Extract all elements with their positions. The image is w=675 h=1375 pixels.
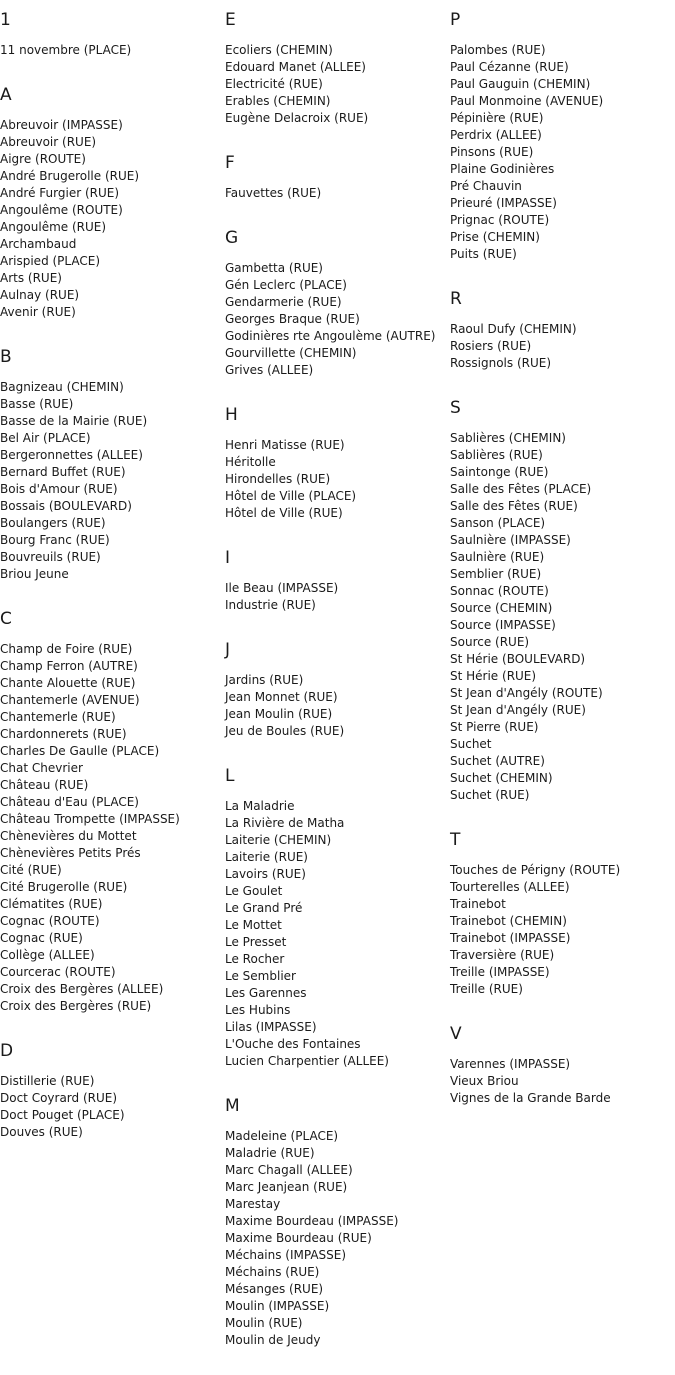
street-list [225, 437, 450, 522]
letter-section [225, 10, 450, 127]
street-item: St Hérie (RUE) [450, 669, 537, 683]
street-item: Touches de Périgny (ROUTE) [450, 863, 621, 877]
section-letter-heading: V [450, 1024, 462, 1044]
street-item: Doct Coyrard (RUE) [0, 1091, 118, 1105]
street-item: Marestay [225, 1197, 281, 1211]
street-item: Pépinière (RUE) [450, 111, 544, 125]
street-item: 11 novembre (PLACE) [0, 43, 132, 57]
street-item: Laiterie (CHEMIN) [225, 833, 332, 847]
street-item: Lucien Charpentier (ALLEE) [225, 1054, 389, 1068]
street-list [0, 379, 225, 583]
street-list [450, 42, 675, 263]
street-item: Vieux Briou [450, 1074, 519, 1088]
street-item: Méchains (IMPASSE) [225, 1248, 347, 1262]
street-item: Source (CHEMIN) [450, 601, 553, 615]
street-item: Grives (ALLEE) [225, 363, 314, 377]
street-item: Chantemerle (AVENUE) [0, 693, 140, 707]
street-item: Sablières (CHEMIN) [450, 431, 566, 445]
street-item: St Jean d'Angély (ROUTE) [450, 686, 603, 700]
street-item: Bernard Buffet (RUE) [0, 465, 126, 479]
street-list [450, 862, 675, 998]
street-item: Gourvillette (CHEMIN) [225, 346, 357, 360]
street-list [225, 42, 450, 127]
street-item: La Maladrie [225, 799, 295, 813]
street-item: Douves (RUE) [0, 1125, 83, 1139]
letter-section [225, 548, 450, 614]
street-item: Salle des Fêtes (PLACE) [450, 482, 592, 496]
street-item: Le Rocher [225, 952, 285, 966]
street-item: Moulin (RUE) [225, 1316, 303, 1330]
street-item: Saulnière (RUE) [450, 550, 545, 564]
street-item: Moulin de Jeudy [225, 1333, 321, 1347]
section-letter-heading: 1 [0, 10, 11, 30]
street-item: St Hérie (BOULEVARD) [450, 652, 586, 666]
section-letter-heading: B [0, 347, 12, 367]
street-item: Gén Leclerc (PLACE) [225, 278, 347, 292]
street-item: Angoulême (ROUTE) [0, 203, 123, 217]
street-item: Les Garennes [225, 986, 307, 1000]
street-item: Maladrie (RUE) [225, 1146, 315, 1160]
section-letter-heading: M [225, 1096, 240, 1116]
street-item: Trainebot [450, 897, 506, 911]
street-item: Héritolle [225, 455, 276, 469]
street-list [225, 672, 450, 740]
street-list [450, 430, 675, 804]
street-item: Jeu de Boules (RUE) [225, 724, 345, 738]
street-item: Pinsons (RUE) [450, 145, 534, 159]
street-item: Tourterelles (ALLEE) [450, 880, 570, 894]
street-list [450, 321, 675, 372]
street-item: Suchet (RUE) [450, 788, 530, 802]
street-item: Boulangers (RUE) [0, 516, 106, 530]
street-item: Bossais (BOULEVARD) [0, 499, 132, 513]
street-item: André Brugerolle (RUE) [0, 169, 140, 183]
street-item: St Pierre (RUE) [450, 720, 539, 734]
street-item: Aigre (ROUTE) [0, 152, 86, 166]
street-item: Bois d'Amour (RUE) [0, 482, 118, 496]
street-item: Champ Ferron (AUTRE) [0, 659, 138, 673]
street-item: Prise (CHEMIN) [450, 230, 540, 244]
street-item: Edouard Manet (ALLEE) [225, 60, 366, 74]
street-item: Gambetta (RUE) [225, 261, 323, 275]
street-item: St Jean d'Angély (RUE) [450, 703, 586, 717]
street-item: Abreuvoir (IMPASSE) [0, 118, 123, 132]
street-item: Avenir (RUE) [0, 305, 76, 319]
letter-section [450, 10, 675, 263]
street-item: Electricité (RUE) [225, 77, 323, 91]
street-item: Chantemerle (RUE) [0, 710, 116, 724]
street-item: Charles De Gaulle (PLACE) [0, 744, 160, 758]
street-item: Plaine Godinières [450, 162, 555, 176]
street-list [0, 1073, 225, 1141]
street-item: Mésanges (RUE) [225, 1282, 324, 1296]
street-item: Chènevières du Mottet [0, 829, 137, 843]
street-item: Eugène Delacroix (RUE) [225, 111, 369, 125]
street-item: Henri Matisse (RUE) [225, 438, 345, 452]
street-item: Paul Monmoine (AVENUE) [450, 94, 604, 108]
street-item: Cité Brugerolle (RUE) [0, 880, 128, 894]
street-item: Maxime Bourdeau (IMPASSE) [225, 1214, 399, 1228]
section-letter-heading: R [450, 289, 462, 309]
street-item: Puits (RUE) [450, 247, 517, 261]
street-item: Trainebot (CHEMIN) [450, 914, 567, 928]
street-item: Erables (CHEMIN) [225, 94, 331, 108]
street-item: Sanson (PLACE) [450, 516, 546, 530]
letter-section [225, 228, 450, 379]
street-list [225, 1128, 450, 1349]
street-item: Perdrix (ALLEE) [450, 128, 542, 142]
street-item: Fauvettes (RUE) [225, 186, 322, 200]
street-item: Pré Chauvin [450, 179, 522, 193]
letter-section [0, 347, 225, 583]
street-list [225, 260, 450, 379]
street-item: Hôtel de Ville (RUE) [225, 506, 343, 520]
street-item: Marc Chagall (ALLEE) [225, 1163, 353, 1177]
section-letter-heading: J [225, 640, 231, 660]
street-item: Saintonge (RUE) [450, 465, 549, 479]
letter-section [450, 1024, 675, 1107]
street-item: Bergeronnettes (ALLEE) [0, 448, 143, 462]
street-item: Varennes (IMPASSE) [450, 1057, 571, 1071]
street-item: Paul Cézanne (RUE) [450, 60, 569, 74]
street-item: Salle des Fêtes (RUE) [450, 499, 578, 513]
column-2 [225, 0, 450, 1375]
letter-section [450, 289, 675, 372]
street-item: Basse de la Mairie (RUE) [0, 414, 148, 428]
street-item: André Furgier (RUE) [0, 186, 120, 200]
section-letter-heading: S [450, 398, 461, 418]
letter-section [450, 830, 675, 998]
letter-section [225, 405, 450, 522]
street-item: Bourg Franc (RUE) [0, 533, 110, 547]
street-item: Jean Moulin (RUE) [225, 707, 333, 721]
section-letter-heading: F [225, 153, 235, 173]
section-letter-heading: C [0, 609, 12, 629]
street-item: Prignac (ROUTE) [450, 213, 550, 227]
street-item: Collège (ALLEE) [0, 948, 95, 962]
street-item: Le Presset [225, 935, 287, 949]
section-letter-heading: G [225, 228, 239, 248]
street-item: Suchet (AUTRE) [450, 754, 545, 768]
section-letter-heading: H [225, 405, 238, 425]
street-item: Hôtel de Ville (PLACE) [225, 489, 357, 503]
street-item: Jardins (RUE) [225, 673, 304, 687]
street-item: Sonnac (ROUTE) [450, 584, 549, 598]
street-item: Archambaud [0, 237, 77, 251]
street-item: Traversière (RUE) [450, 948, 555, 962]
street-item: Le Mottet [225, 918, 282, 932]
street-item: Courcerac (ROUTE) [0, 965, 116, 979]
street-list [0, 641, 225, 1015]
street-item: Suchet [450, 737, 492, 751]
street-item: Treille (IMPASSE) [450, 965, 550, 979]
street-item: Le Semblier [225, 969, 296, 983]
street-item: Vignes de la Grande Barde [450, 1091, 611, 1105]
section-letter-heading: E [225, 10, 236, 30]
street-item: Arts (RUE) [0, 271, 62, 285]
street-item: Madeleine (PLACE) [225, 1129, 339, 1143]
street-item: Aulnay (RUE) [0, 288, 80, 302]
street-item: Rossignols (RUE) [450, 356, 552, 370]
street-item: Palombes (RUE) [450, 43, 546, 57]
street-item: Chènevières Petits Prés [0, 846, 141, 860]
street-item: Château Trompette (IMPASSE) [0, 812, 180, 826]
street-item: Rosiers (RUE) [450, 339, 532, 353]
street-item: Méchains (RUE) [225, 1265, 320, 1279]
street-item: Suchet (CHEMIN) [450, 771, 553, 785]
street-item: Cognac (RUE) [0, 931, 83, 945]
street-item: Château (RUE) [0, 778, 89, 792]
street-item: Georges Braque (RUE) [225, 312, 360, 326]
street-list [225, 185, 450, 202]
street-item: Gendarmerie (RUE) [225, 295, 342, 309]
street-item: Prieuré (IMPASSE) [450, 196, 557, 210]
street-item: La Rivière de Matha [225, 816, 345, 830]
street-item: Laiterie (RUE) [225, 850, 308, 864]
street-item: Arispied (PLACE) [0, 254, 101, 268]
letter-section [225, 766, 450, 1070]
letter-section [0, 10, 225, 59]
street-item: Raoul Dufy (CHEMIN) [450, 322, 577, 336]
street-item: Chardonnerets (RUE) [0, 727, 127, 741]
section-letter-heading: P [450, 10, 461, 30]
column-3 [450, 0, 675, 1133]
street-item: Château d'Eau (PLACE) [0, 795, 139, 809]
letter-section [0, 609, 225, 1015]
street-item: Angoulême (RUE) [0, 220, 107, 234]
street-item: Clématites (RUE) [0, 897, 103, 911]
street-item: Trainebot (IMPASSE) [450, 931, 571, 945]
street-item: Industrie (RUE) [225, 598, 316, 612]
street-item: Hirondelles (RUE) [225, 472, 331, 486]
street-item: Lavoirs (RUE) [225, 867, 306, 881]
street-item: Godinières rte Angoulème (AUTRE) [225, 329, 436, 343]
street-item: Basse (RUE) [0, 397, 74, 411]
street-item: Marc Jeanjean (RUE) [225, 1180, 348, 1194]
street-item: Treille (RUE) [450, 982, 523, 996]
street-item: Cité (RUE) [0, 863, 62, 877]
street-item: Chante Alouette (RUE) [0, 676, 136, 690]
street-item: Bel Air (PLACE) [0, 431, 91, 445]
street-item: Distillerie (RUE) [0, 1074, 95, 1088]
street-item: Source (RUE) [450, 635, 530, 649]
section-letter-heading: T [450, 830, 461, 850]
street-item: Briou Jeune [0, 567, 69, 581]
street-item: Ile Beau (IMPASSE) [225, 581, 339, 595]
street-item: Semblier (RUE) [450, 567, 542, 581]
street-item: Le Goulet [225, 884, 283, 898]
letter-section [450, 398, 675, 804]
street-item: Sablières (RUE) [450, 448, 543, 462]
street-item: Ecoliers (CHEMIN) [225, 43, 333, 57]
section-letter-heading: D [0, 1041, 14, 1061]
street-item: Paul Gauguin (CHEMIN) [450, 77, 591, 91]
street-item: Saulnière (IMPASSE) [450, 533, 571, 547]
street-item: Jean Monnet (RUE) [225, 690, 338, 704]
street-item: Croix des Bergères (RUE) [0, 999, 152, 1013]
column-1 [0, 0, 225, 1167]
street-list [450, 1056, 675, 1107]
street-item: Maxime Bourdeau (RUE) [225, 1231, 372, 1245]
letter-section [225, 1096, 450, 1349]
street-item: Source (IMPASSE) [450, 618, 556, 632]
street-item: Le Grand Pré [225, 901, 303, 915]
street-item: Cognac (ROUTE) [0, 914, 100, 928]
street-item: Croix des Bergères (ALLEE) [0, 982, 164, 996]
section-letter-heading: I [225, 548, 231, 568]
street-list [0, 117, 225, 321]
street-list [225, 580, 450, 614]
street-item: Bouvreuils (RUE) [0, 550, 101, 564]
section-letter-heading: A [0, 85, 12, 105]
letter-section [225, 640, 450, 740]
street-item: Les Hubins [225, 1003, 291, 1017]
letter-section [0, 85, 225, 321]
letter-section [225, 153, 450, 202]
street-item: Abreuvoir (RUE) [0, 135, 97, 149]
letter-section [0, 1041, 225, 1141]
street-item: Moulin (IMPASSE) [225, 1299, 330, 1313]
street-item: Doct Pouget (PLACE) [0, 1108, 125, 1122]
section-letter-heading: L [225, 766, 235, 786]
street-item: L'Ouche des Fontaines [225, 1037, 361, 1051]
street-list [225, 798, 450, 1070]
street-item: Lilas (IMPASSE) [225, 1020, 317, 1034]
street-item: Chat Chevrier [0, 761, 83, 775]
street-item: Champ de Foire (RUE) [0, 642, 133, 656]
street-list [0, 42, 225, 59]
street-item: Bagnizeau (CHEMIN) [0, 380, 124, 394]
